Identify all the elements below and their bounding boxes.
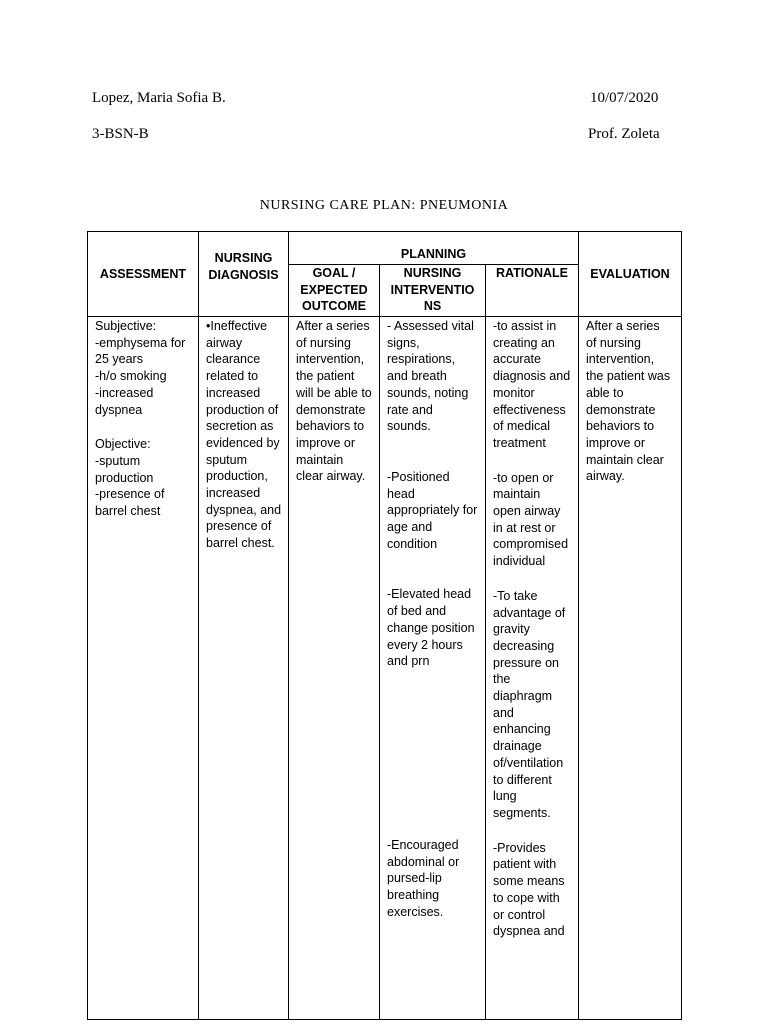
assessment-cell xyxy=(88,317,199,1020)
nursing-diagnosis-cell xyxy=(199,317,289,1020)
nursing-diagnosis-text: •Ineffective airway clearance related to increased production of secretion as evidenced by sputum production, increased dyspnea, and presence of barrel chest. xyxy=(206,319,282,551)
subjective-data: Subjective: -emphysema for 25 years -h/o smoking -increased dyspnea xyxy=(95,319,186,417)
header-goal: GOAL / EXPECTED OUTCOME xyxy=(289,265,380,317)
rationale-item: -to assist in creating an accurate diagnosis and monitor effectiveness of medical treatment xyxy=(493,319,571,450)
evaluation-cell xyxy=(579,317,682,1020)
class-section: 3-BSN-B xyxy=(92,126,149,142)
objective-data: Objective: -sputum production -presence of barrel chest xyxy=(95,437,165,519)
student-name: Lopez, Maria Sofia B. xyxy=(92,90,226,106)
care-plan-table xyxy=(87,231,682,1020)
rationale-item: -to open or maintain open airway in at rest or compromised individual xyxy=(493,470,569,569)
header-interventions: NURSING INTERVENTIO NS xyxy=(380,265,486,317)
header-assessment: ASSESSMENT xyxy=(88,232,199,317)
goal-text: After a series of nursing intervention, the patient will be able to demonstrate behaviors to improve or maintain clear airway. xyxy=(296,319,372,484)
header-evaluation: EVALUATION xyxy=(579,232,682,317)
intervention-item: -Encouraged abdominal or pursed-lip breathing exercises. xyxy=(387,837,460,919)
header-planning: PLANNING xyxy=(289,232,579,265)
rationale-item: -To take advantage of gravity decreasing pressure on the diaphragm and enhancing drainage of/ventilation to different lung segments. xyxy=(493,588,566,820)
intervention-item: - Assessed vital signs, respirations, and breath sounds, noting rate and sounds. xyxy=(387,319,474,434)
interventions-cell xyxy=(380,317,486,1020)
professor-name: Prof. Zoleta xyxy=(588,126,660,142)
header-rationale: RATIONALE xyxy=(486,265,579,317)
intervention-item: -Positioned head appropriately for age and condition xyxy=(387,469,478,551)
page-title: NURSING CARE PLAN: PNEUMONIA xyxy=(259,198,509,213)
rationale-cell xyxy=(486,317,579,1020)
header-nursing-diagnosis: NURSING DIAGNOSIS xyxy=(199,232,289,317)
goal-cell xyxy=(289,317,380,1020)
evaluation-text: After a series of nursing intervention, the patient was able to demonstrate behaviors to improve or maintain clear airway. xyxy=(586,319,671,484)
document-date: 10/07/2020 xyxy=(590,90,659,106)
rationale-item: -Provides patient with some means to cope with or control dyspnea and xyxy=(493,840,565,939)
intervention-item: -Elevated head of bed and change position every 2 hours and prn xyxy=(387,587,475,669)
